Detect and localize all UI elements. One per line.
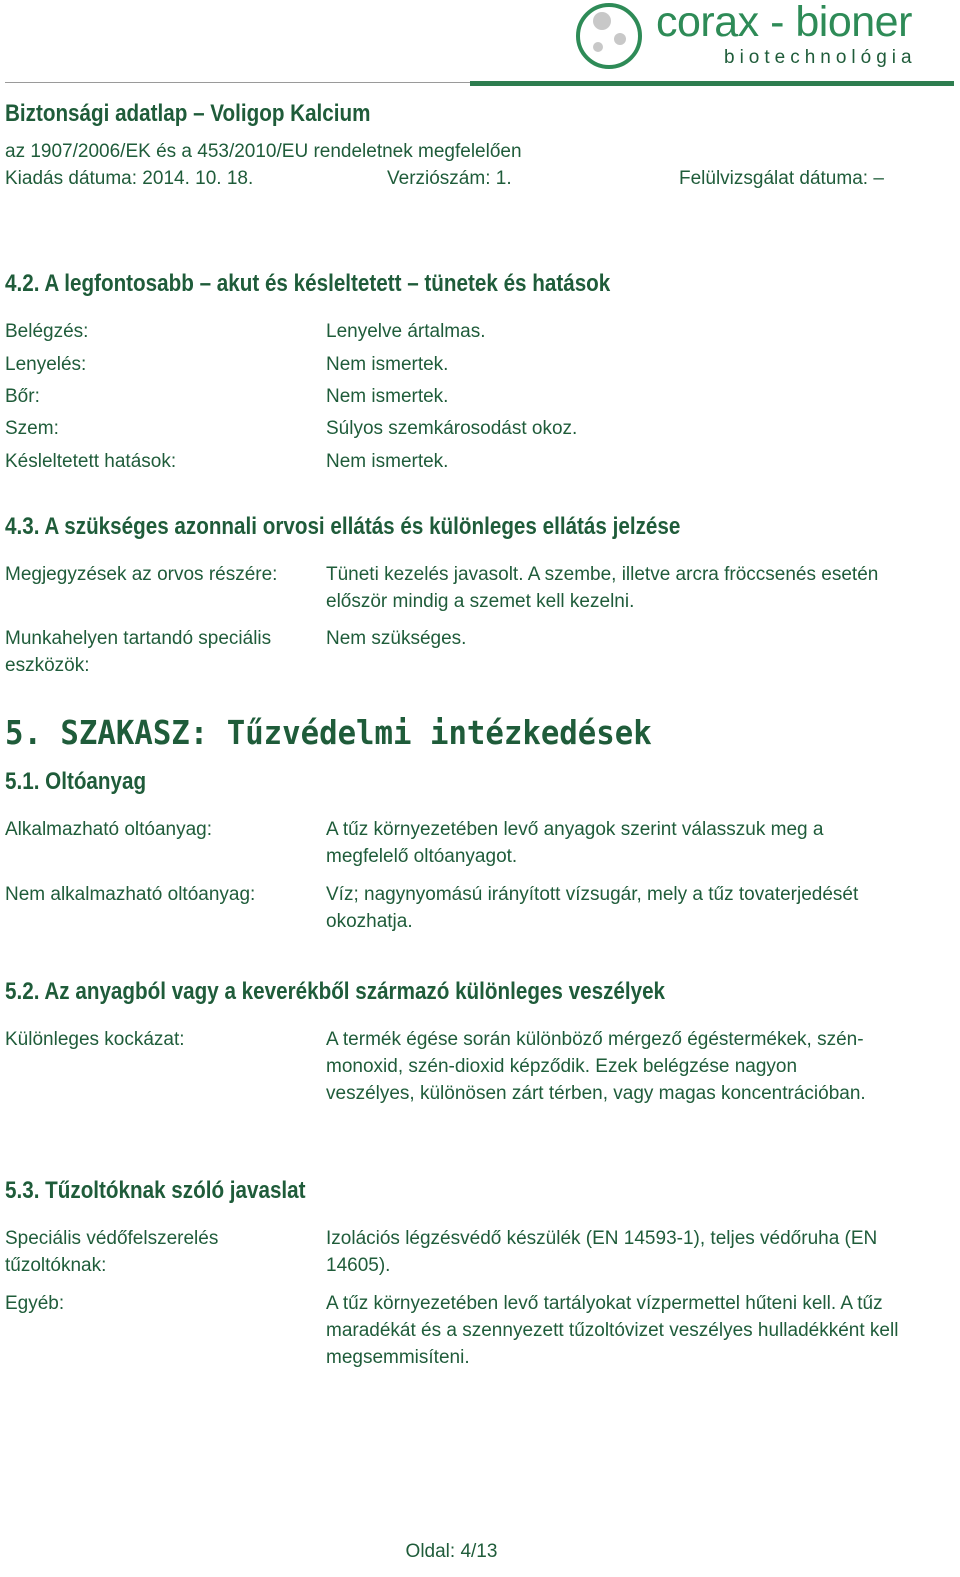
issue-date: Kiadás dátuma: 2014. 10. 18. (5, 168, 254, 189)
section-5-2-heading: 5.2. Az anyagból vagy a keverékből származó különleges veszélyek (5, 978, 666, 1005)
page-number: Oldal: 4/13 (405, 1541, 498, 1562)
s52-row-value: A termék égése során különböző mérgező égéstermékek, szén-monoxid, szén-dioxid képződik. Ezek belégzése nagyon veszélyes, különösen zárt térben, vagy magas koncentrációban. (326, 1029, 866, 1104)
s42-row-label: Bőr: (5, 386, 40, 407)
s51-row-label: Alkalmazható oltóanyag: (5, 819, 213, 840)
s51-row-value: A tűz környezetében levő anyagok szerint válasszuk meg a megfelelő oltóanyagot. (326, 819, 824, 867)
s43-row-value: Nem szükséges. (326, 628, 467, 649)
section-5-1-heading: 5.1. Oltóanyag (5, 768, 147, 795)
s43-row-label: Munkahelyen tartandó speciális eszközök: (5, 628, 272, 676)
section-4-3-heading: 4.3. A szükséges azonnali orvosi ellátás és különleges ellátás jelzése (5, 513, 681, 540)
logo-mark-icon (574, 1, 644, 71)
s43-row-value: Tüneti kezelés javasolt. A szembe, illetve arcra fröccsenés esetén először mindig a szemet kell kezelni. (326, 564, 879, 612)
s51-row-label: Nem alkalmazható oltóanyag: (5, 884, 256, 905)
s53-row-value: A tűz környezetében levő tartályokat vízpermettel hűteni kell. A tűz maradékát és a szennyezett tűzoltóvizet veszélyes hulladékként kell megsemmisíteni. (326, 1293, 899, 1368)
s42-row-label: Belégzés: (5, 321, 89, 342)
logo-subtitle: biotechnológia (724, 47, 917, 68)
s42-row-label: Késleltetett hatások: (5, 451, 177, 472)
s53-row-value: Izolációs légzésvédő készülék (EN 14593-1), teljes védőruha (EN 14605). (326, 1228, 878, 1276)
s42-row-value: Súlyos szemkárosodást okoz. (326, 418, 578, 439)
s52-row-label: Különleges kockázat: (5, 1029, 185, 1050)
section-5-3-heading: 5.3. Tűzoltóknak szóló javaslat (5, 1177, 306, 1204)
header-divider-thick (470, 81, 954, 86)
section-4-2-heading: 4.2. A legfontosabb – akut és késleltetett – tünetek és hatások (5, 270, 611, 297)
header-divider-thin (5, 82, 475, 83)
s51-row-value: Víz; nagynyomású irányított vízsugár, mely a tűz tovaterjedését okozhatja. (326, 884, 859, 932)
s42-row-label: Lenyelés: (5, 354, 87, 375)
s43-row-label: Megjegyzések az orvos részére: (5, 564, 278, 585)
regulation-line: az 1907/2006/EK és a 453/2010/EU rendeletnek megfelelően (5, 141, 522, 162)
s42-row-value: Lenyelve ártalmas. (326, 321, 486, 342)
company-logo (574, 0, 917, 72)
s42-row-value: Nem ismertek. (326, 386, 449, 407)
s42-row-value: Nem ismertek. (326, 451, 449, 472)
revision-date: Felülvizsgálat dátuma: – (679, 168, 884, 189)
document-title: Biztonsági adatlap – Voligop Kalcium (5, 100, 371, 127)
version-number: Verziószám: 1. (387, 168, 512, 189)
s42-row-value: Nem ismertek. (326, 354, 449, 375)
s53-row-label: Speciális védőfelszerelés tűzoltóknak: (5, 1228, 219, 1276)
logo-name: corax - bioner (656, 0, 912, 46)
section-5-heading: 5. SZAKASZ: Tűzvédelmi intézkedések (5, 713, 652, 752)
s42-row-label: Szem: (5, 418, 59, 439)
s53-row-label: Egyéb: (5, 1293, 65, 1314)
